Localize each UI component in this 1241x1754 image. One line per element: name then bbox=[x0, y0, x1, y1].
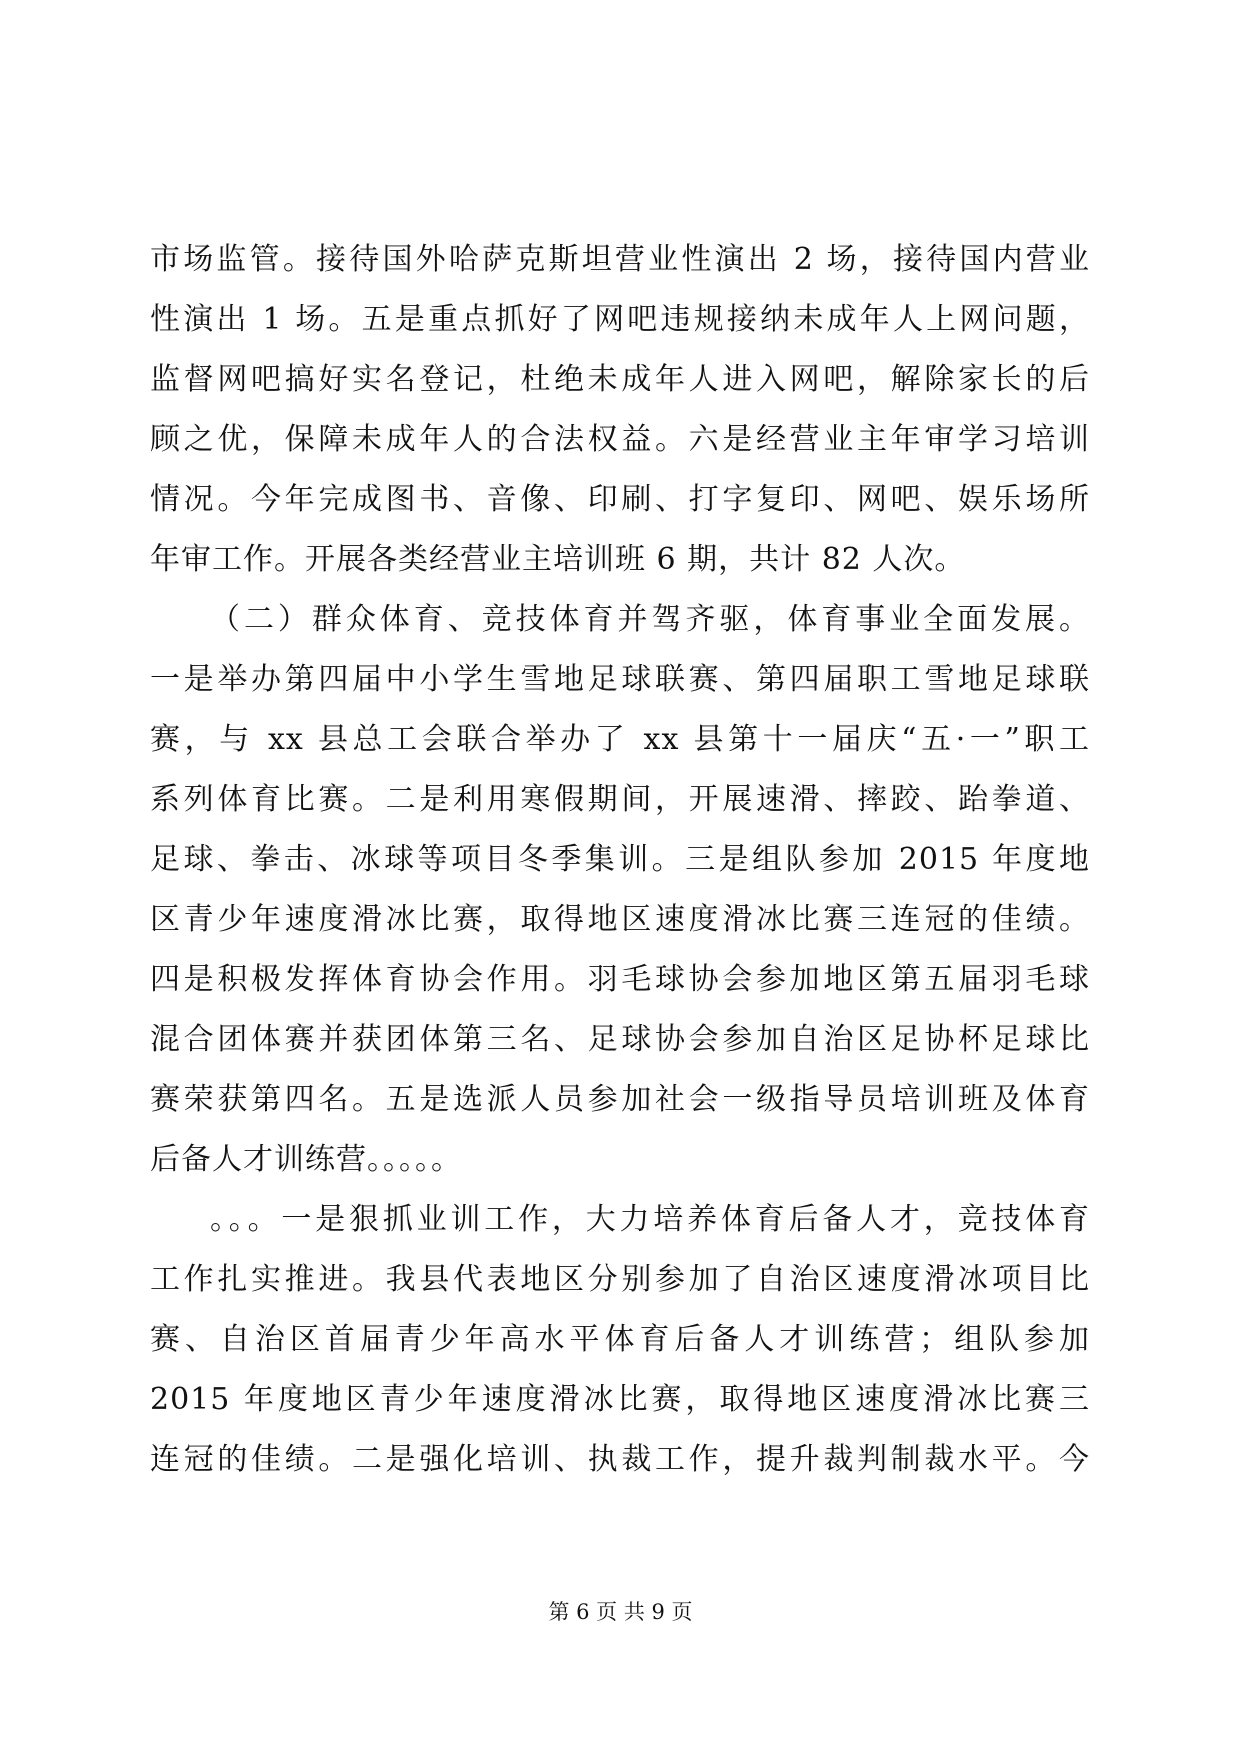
text-line: 。。。一是狠抓业训工作，大力培养体育后备人才，竞技体育 bbox=[210, 1202, 1090, 1237]
body-text bbox=[150, 230, 1090, 1490]
text-line: 2015 年度地区青少年速度滑冰比赛，取得地区速度滑冰比赛三 bbox=[150, 1382, 1090, 1417]
text-line: 赛，与 xx 县总工会联合举办了 xx 县第十一届庆“五·一”职工 bbox=[150, 722, 1090, 757]
text-line: 市场监管。接待国外哈萨克斯坦营业性演出 2 场，接待国内营业 bbox=[150, 242, 1090, 277]
text-line: 情况。今年完成图书、音像、印刷、打字复印、网吧、娱乐场所 bbox=[150, 482, 1090, 517]
text-line: 足球、拳击、冰球等项目冬季集训。三是组队参加 2015 年度地 bbox=[150, 842, 1090, 877]
text-line: 赛荣获第四名。五是选派人员参加社会一级指导员培训班及体育 bbox=[150, 1082, 1090, 1117]
text-line: 连冠的佳绩。二是强化培训、执裁工作，提升裁判制裁水平。今 bbox=[150, 1442, 1090, 1477]
section-heading-line: （二）群众体育、竞技体育并驾齐驱，体育事业全面发展。 bbox=[210, 602, 1090, 637]
text-line: 工作扎实推进。我县代表地区分别参加了自治区速度滑冰项目比 bbox=[150, 1262, 1090, 1297]
text-line: 后备人才训练营。。。。。 bbox=[150, 1142, 462, 1177]
paragraph-3 bbox=[150, 1190, 1090, 1490]
text-line: 年审工作。开展各类经营业主培训班 6 期，共计 82 人次。 bbox=[150, 542, 966, 577]
text-line: 混合团体赛并获团体第三名、足球协会参加自治区足协杯足球比 bbox=[150, 1022, 1090, 1057]
text-line: 一是举办第四届中小学生雪地足球联赛、第四届职工雪地足球联 bbox=[150, 662, 1090, 697]
paragraph-2 bbox=[150, 590, 1090, 1190]
text-line: 系列体育比赛。二是利用寒假期间，开展速滑、摔跤、跆拳道、 bbox=[150, 782, 1090, 817]
text-line: 监督网吧搞好实名登记，杜绝未成年人进入网吧，解除家长的后 bbox=[150, 362, 1090, 397]
text-line: 顾之优，保障未成年人的合法权益。六是经营业主年审学习培训 bbox=[150, 422, 1090, 457]
text-line: 性演出 1 场。五是重点抓好了网吧违规接纳未成年人上网问题， bbox=[150, 302, 1090, 337]
paragraph-1 bbox=[150, 230, 1090, 590]
text-line: 赛、自治区首届青少年高水平体育后备人才训练营；组队参加 bbox=[150, 1322, 1090, 1357]
page-number-footer: 第 6 页 共 9 页 bbox=[548, 1600, 693, 1624]
text-line: 四是积极发挥体育协会作用。羽毛球协会参加地区第五届羽毛球 bbox=[150, 962, 1090, 997]
text-line: 区青少年速度滑冰比赛，取得地区速度滑冰比赛三连冠的佳绩。 bbox=[150, 902, 1090, 937]
